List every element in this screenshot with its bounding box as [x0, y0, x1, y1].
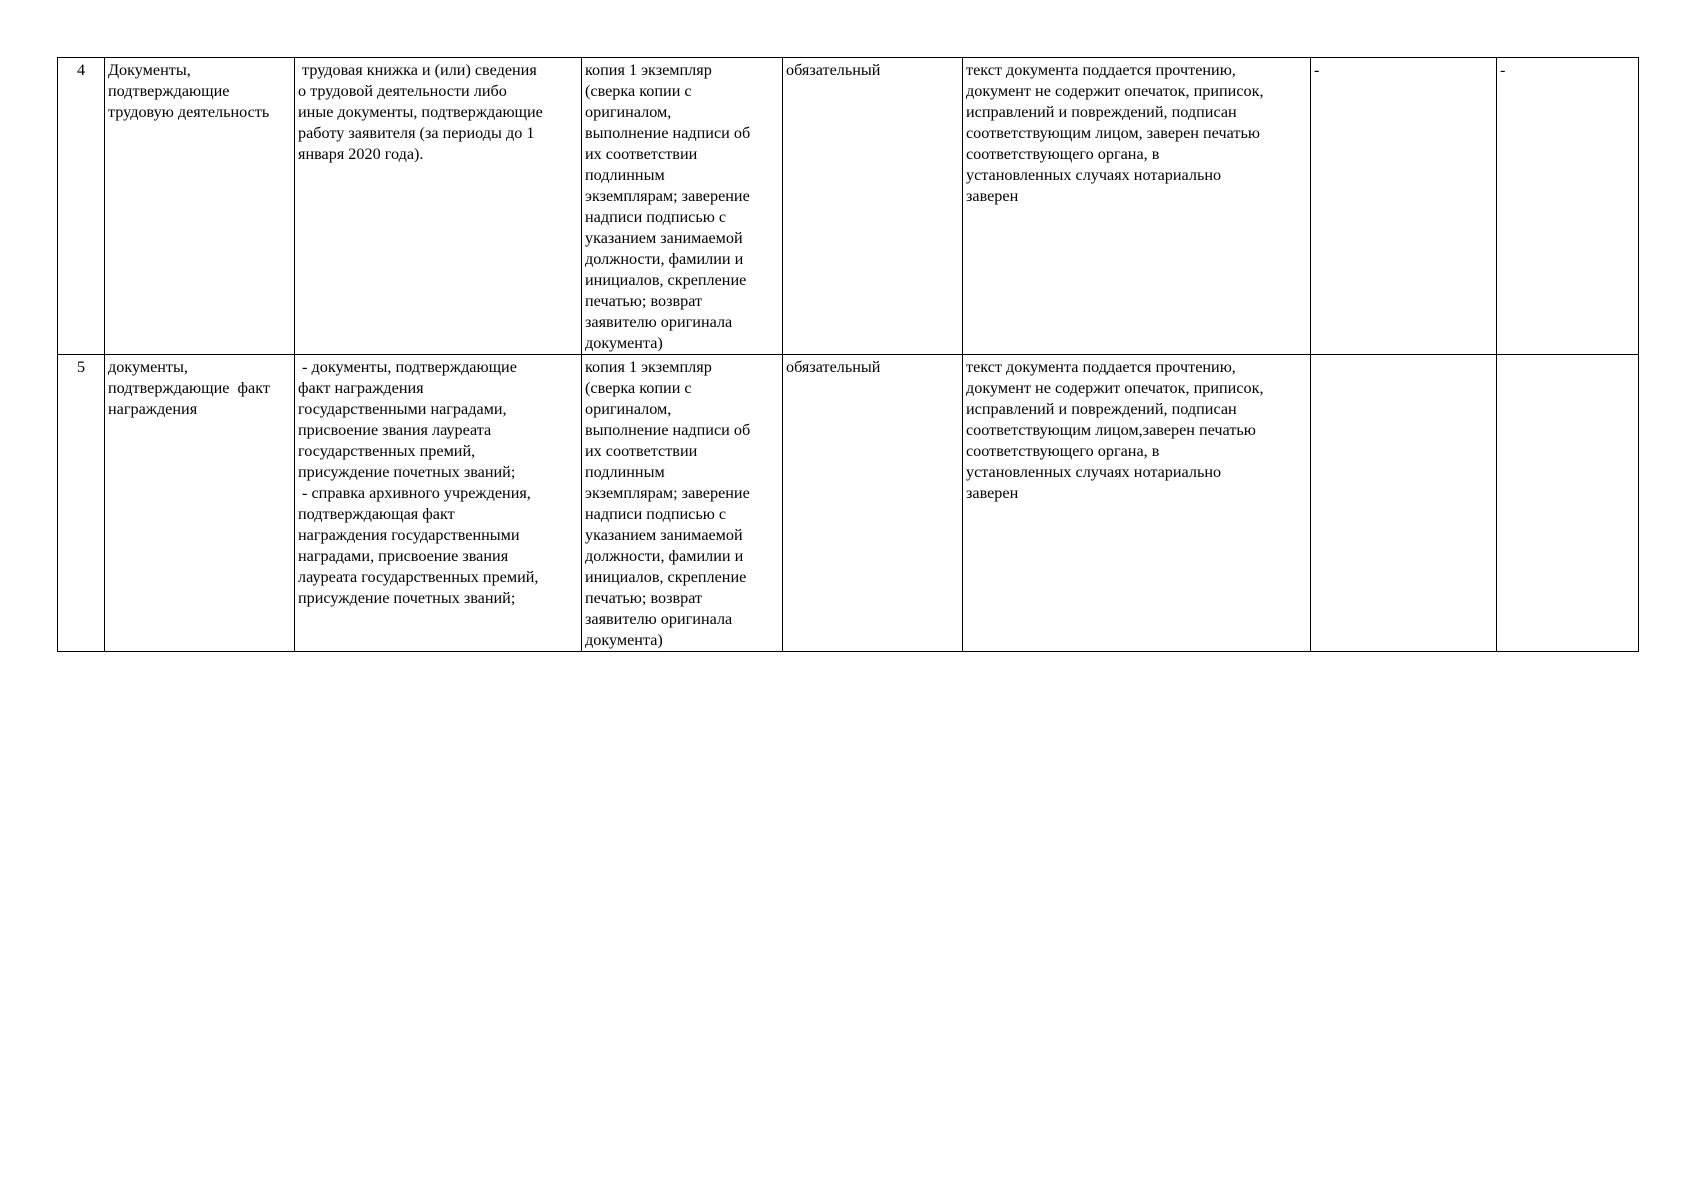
- text-line: присуждение почетных званий;: [298, 463, 516, 481]
- text-line: соответствующим лицом, заверен печатью: [966, 124, 1260, 142]
- text-line: лауреата государственных премий,: [298, 568, 539, 586]
- text-line: инициалов, скрепление: [585, 271, 747, 289]
- text-line: печатью; возврат: [585, 589, 703, 607]
- text-line: Документы,: [108, 61, 191, 79]
- text-line: соответствующего органа, в: [966, 442, 1160, 460]
- copy-requirements-cell: [582, 58, 783, 355]
- document-list-cell: [295, 355, 582, 652]
- text-line: должности, фамилии и: [585, 250, 744, 268]
- text-line: государственных премий,: [298, 442, 476, 460]
- form-sample-cell: [1311, 355, 1497, 652]
- copy-requirements-cell: [582, 355, 783, 652]
- table-row: [58, 58, 1639, 355]
- text-line: присуждение почетных званий;: [298, 589, 516, 607]
- status-cell: обязательный: [783, 355, 963, 652]
- form-sample-cell: -: [1311, 58, 1497, 355]
- document-category-cell: [105, 355, 295, 652]
- text-line: документа): [585, 334, 663, 352]
- text-line: документ не содержит опечаток, приписок,: [966, 82, 1264, 100]
- text-line: (сверка копии с: [585, 379, 692, 397]
- text-line: награждения государственными: [298, 526, 520, 544]
- text-line: подтверждающая факт: [298, 505, 455, 523]
- text-line: экземплярам; заверение: [585, 484, 750, 502]
- text-line: награждения: [108, 400, 198, 418]
- text-line: выполнение надписи об: [585, 124, 751, 142]
- text-line: текст документа поддается прочтению,: [966, 61, 1236, 79]
- text-line: копия 1 экземпляр: [585, 358, 712, 376]
- text-line: указанием занимаемой: [585, 229, 743, 247]
- text-line: о трудовой деятельности либо: [298, 82, 507, 100]
- text-line: заявителю оригинала: [585, 610, 733, 628]
- text-line: печатью; возврат: [585, 292, 703, 310]
- text-line: трудовую деятельность: [108, 103, 270, 121]
- text-line: указанием занимаемой: [585, 526, 743, 544]
- document-category-cell: [105, 58, 295, 355]
- status-cell: обязательный: [783, 58, 963, 355]
- table-row: [58, 355, 1639, 652]
- text-line: (сверка копии с: [585, 82, 692, 100]
- text-line: оригиналом,: [585, 103, 672, 121]
- requirements-table: [57, 57, 1639, 652]
- text-line: документа): [585, 631, 663, 649]
- text-line: подлинным: [585, 166, 665, 184]
- row-number: 4: [58, 58, 105, 355]
- text-line: исправлений и повреждений, подписан: [966, 103, 1237, 121]
- text-line: заверен: [966, 187, 1019, 205]
- text-line: инициалов, скрепление: [585, 568, 747, 586]
- text-line: их соответствии: [585, 442, 698, 460]
- text-line: соответствующим лицом,заверен печатью: [966, 421, 1256, 439]
- text-line: заявителю оригинала: [585, 313, 733, 331]
- text-line: заверен: [966, 484, 1019, 502]
- text-line: трудовая книжка и (или) сведения: [298, 61, 537, 79]
- row-number: 5: [58, 355, 105, 652]
- text-line: документ не содержит опечаток, приписок,: [966, 379, 1264, 397]
- text-line: иные документы, подтверждающие: [298, 103, 543, 121]
- text-line: соответствующего органа, в: [966, 145, 1160, 163]
- validity-requirements-cell: [963, 58, 1311, 355]
- text-line: должности, фамилии и: [585, 547, 744, 565]
- text-line: их соответствии: [585, 145, 698, 163]
- document-list-cell: [295, 58, 582, 355]
- text-line: подлинным: [585, 463, 665, 481]
- text-line: подтверждающие: [108, 82, 230, 100]
- text-line: надписи подписью с: [585, 208, 727, 226]
- text-line: присвоение звания лауреата: [298, 421, 492, 439]
- text-line: выполнение надписи об: [585, 421, 751, 439]
- text-line: подтверждающие факт: [108, 379, 270, 397]
- text-line: документы,: [108, 358, 188, 376]
- text-line: работу заявителя (за периоды до 1: [298, 124, 535, 142]
- fill-sample-cell: [1497, 355, 1639, 652]
- text-line: государственными наградами,: [298, 400, 507, 418]
- text-line: установленных случаях нотариально: [966, 166, 1222, 184]
- text-line: экземплярам; заверение: [585, 187, 750, 205]
- fill-sample-cell: -: [1497, 58, 1639, 355]
- text-line: - документы, подтверждающие: [298, 358, 517, 376]
- text-line: надписи подписью с: [585, 505, 727, 523]
- text-line: копия 1 экземпляр: [585, 61, 712, 79]
- text-line: факт награждения: [298, 379, 424, 397]
- text-line: текст документа поддается прочтению,: [966, 358, 1236, 376]
- text-line: оригиналом,: [585, 400, 672, 418]
- text-line: - справка архивного учреждения,: [298, 484, 531, 502]
- text-line: наградами, присвоение звания: [298, 547, 509, 565]
- validity-requirements-cell: [963, 355, 1311, 652]
- text-line: установленных случаях нотариально: [966, 463, 1222, 481]
- text-line: исправлений и повреждений, подписан: [966, 400, 1237, 418]
- text-line: января 2020 года).: [298, 145, 424, 163]
